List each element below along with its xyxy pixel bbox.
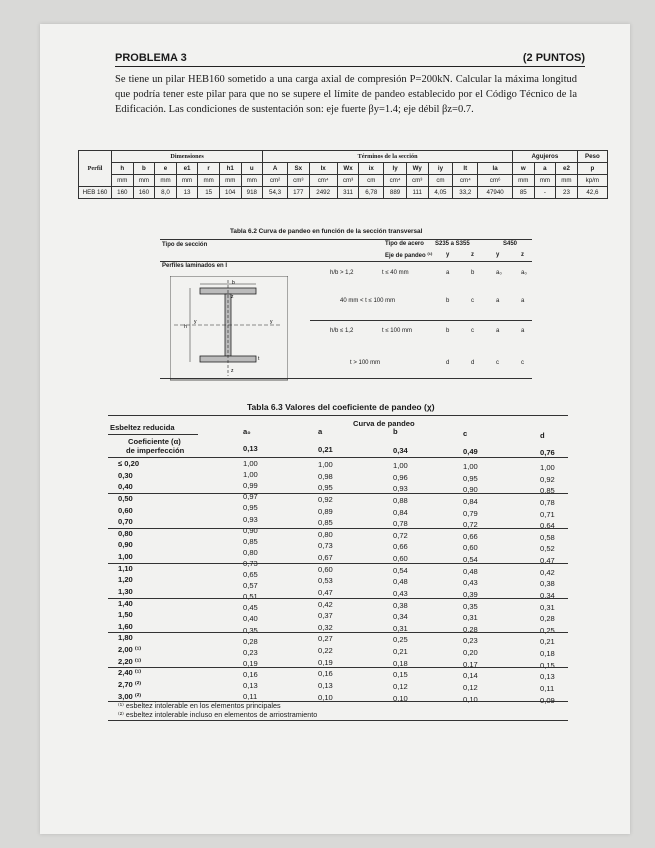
profile-col-unit: cm — [428, 175, 453, 187]
profile-col-header: It — [453, 163, 478, 175]
profile-col-header: a — [534, 163, 556, 175]
chi-d-value: 0,15 — [540, 660, 555, 670]
eje-z2: z — [521, 252, 524, 258]
chi-a0-value: 1,00 — [243, 459, 258, 468]
tabla-6-2-title: Tabla 6.2 Curva de pandeo en función de la sección transversal — [230, 228, 423, 235]
row3-v1: b — [446, 328, 450, 334]
profile-col-header: Ix — [309, 163, 337, 175]
profile-col-unit: mm — [133, 175, 155, 187]
fig-label-h: h — [184, 324, 187, 330]
chi-a-value: 0,16 — [318, 669, 333, 679]
profile-col-header: e2 — [556, 163, 578, 175]
chi-c-value: 0,23 — [463, 636, 478, 646]
lambda-value: ≤ 0,20 — [118, 459, 140, 468]
chi-b-value: 0,34 — [393, 612, 408, 622]
chi-a0-value: 0,19 — [243, 658, 258, 668]
chi-a-value: 0,47 — [318, 587, 333, 597]
chi-c-value: 0,95 — [463, 473, 478, 483]
profile-col-header: Sx — [287, 163, 309, 175]
row4-v4: c — [521, 360, 524, 366]
chi-b-value: 0,38 — [393, 600, 408, 610]
profile-value: 177 — [287, 187, 309, 199]
profile-col-unit: cm — [359, 175, 384, 187]
row2-v2: c — [471, 298, 474, 304]
terminos-header: Términos de la sección — [263, 151, 513, 163]
fig-label-y-left: y — [194, 319, 197, 325]
chi-c-value: 0,84 — [463, 496, 478, 506]
profile-col-header: Wx — [337, 163, 359, 175]
chi-b-value: 0,88 — [393, 495, 408, 505]
chi-d-value: 0,25 — [540, 625, 555, 635]
profile-col-header: e1 — [176, 163, 198, 175]
chi-a-value: 0,10 — [318, 692, 333, 702]
profile-value: 2492 — [309, 187, 337, 199]
chi-b-value: 0,15 — [393, 670, 408, 680]
profile-col-unit: mm — [241, 175, 263, 187]
chi-a0-value: 0,57 — [243, 581, 258, 591]
tabla-6-3-title: Tabla 6.3 Valores del coeficiente de pandeo (χ) — [247, 402, 435, 412]
profile-col-unit: cm³ — [287, 175, 309, 187]
profile-table — [78, 150, 608, 199]
chi-d-value: 0,78 — [540, 497, 555, 507]
chi-d-value: 1,00 — [540, 463, 555, 472]
chi-d-value: 0,11 — [540, 683, 555, 693]
alpha-b: 0,34 — [393, 446, 408, 455]
profile-col-header: Iy — [384, 163, 407, 175]
chi-d-value: 0,52 — [540, 544, 555, 554]
chi-c-value: 0,79 — [463, 508, 478, 518]
eje-y1: y — [446, 252, 450, 258]
eje-pandeo-label: Eje de pandeo ⁽¹⁾ — [385, 253, 433, 259]
row3-t: t ≤ 100 mm — [382, 328, 412, 334]
profile-col-header: w — [513, 163, 535, 175]
note-1: ⁽¹⁾ esbeltez intolerable en los elementos principales — [118, 701, 281, 710]
coef-label-1: Coeficiente (α) — [128, 437, 181, 446]
chi-a0-value: 0,99 — [243, 481, 258, 491]
chi-b-value: 0,72 — [393, 530, 408, 540]
profile-col-unit: cm⁴ — [309, 175, 337, 187]
fig-label-z-top: z — [231, 294, 234, 300]
profile-value: 23 — [556, 187, 578, 199]
profile-col-header: iy — [428, 163, 453, 175]
profile-col-header: Ia — [478, 163, 513, 175]
chi-d-value: 0,31 — [540, 602, 555, 612]
chi-a0-value: 0,23 — [243, 647, 258, 657]
acero-s450-label: S450 — [503, 241, 518, 247]
chi-a-value: 0,85 — [318, 518, 333, 528]
chi-b-value: 0,84 — [393, 507, 408, 517]
profile-value: 47940 — [478, 187, 513, 199]
chi-b-value: 0,12 — [393, 681, 408, 691]
chi-b-value: 0,31 — [393, 623, 408, 633]
chi-a-value: 0,60 — [318, 564, 333, 574]
chi-d-value: 0,38 — [540, 579, 555, 589]
chi-a0-value: 0,11 — [243, 692, 258, 702]
eje-y2: y — [496, 252, 500, 258]
rule — [108, 720, 568, 721]
chi-a0-value: 0,13 — [243, 681, 258, 690]
lambda-value: 2,70 ⁽²⁾ — [118, 679, 142, 689]
lambda-value: 1,30 — [118, 586, 133, 596]
profile-col-unit: mm — [556, 175, 578, 187]
chi-c-value: 0,10 — [463, 694, 478, 704]
profile-col-unit: kp/m — [577, 175, 607, 187]
profile-col-unit: mm — [219, 175, 241, 187]
chi-a-value: 0,53 — [318, 576, 333, 586]
chi-d-value: 0,64 — [540, 521, 555, 531]
chi-a-value: 0,27 — [318, 634, 333, 644]
lambda-value: 0,90 — [118, 540, 133, 550]
profile-col-header: u — [241, 163, 263, 175]
profile-value: 104 — [219, 187, 241, 199]
chi-d-value: 0,28 — [540, 614, 555, 624]
chi-a0-value: 0,35 — [243, 625, 258, 635]
chi-c-value: 0,17 — [463, 659, 478, 669]
chi-a0-value: 0,93 — [243, 514, 258, 524]
chi-d-value: 0,85 — [540, 486, 555, 496]
perfiles-laminados-label: Perfiles laminados en I — [162, 263, 228, 269]
chi-a0-value: 0,95 — [243, 503, 258, 513]
curve-c: c — [463, 429, 468, 438]
profile-col-header: p — [577, 163, 607, 175]
profile-col-header: e — [155, 163, 177, 175]
row4-t: t > 100 mm — [350, 360, 381, 366]
rule — [108, 667, 568, 668]
rule — [108, 598, 568, 599]
profile-col-header: h1 — [219, 163, 241, 175]
rule — [310, 320, 532, 321]
chi-d-value: 0,34 — [540, 590, 555, 600]
chi-a-value: 0,19 — [318, 657, 333, 667]
lambda-value: 0,80 — [118, 528, 133, 538]
profile-value: - — [534, 187, 556, 199]
chi-a0-value: 0,85 — [243, 536, 258, 546]
chi-c-value: 1,00 — [463, 462, 478, 471]
fig-label-y-right: y — [270, 319, 273, 325]
lambda-value: 2,00 ⁽¹⁾ — [118, 645, 142, 655]
chi-d-value: 0,21 — [540, 637, 555, 647]
profile-col-header: b — [133, 163, 155, 175]
chi-a0-value: 0,51 — [243, 592, 258, 602]
row1-v1: a — [446, 270, 450, 276]
chi-c-value: 0,20 — [463, 648, 478, 658]
profile-col-unit: mm — [176, 175, 198, 187]
chi-d-value: 0,13 — [540, 672, 555, 682]
chi-a-value: 0,37 — [318, 611, 333, 621]
chi-d-value: 0,09 — [540, 695, 555, 705]
chi-a0-value: 0,45 — [243, 603, 258, 613]
chi-c-value: 0,31 — [463, 613, 478, 623]
tipo-acero-label: Tipo de acero — [385, 241, 424, 247]
chi-a-value: 0,95 — [318, 483, 333, 493]
profile-col-unit: mm — [198, 175, 220, 187]
profile-value: 15 — [198, 187, 220, 199]
profile-value: 4,05 — [428, 187, 453, 199]
problem-points: (2 PUNTOS) — [522, 52, 585, 64]
profile-col-header: ix — [359, 163, 384, 175]
chi-d-value: 0,92 — [540, 474, 555, 484]
chi-a0-value: 0,16 — [243, 669, 258, 679]
profile-value: 111 — [406, 187, 428, 199]
row2-v1: b — [446, 298, 450, 304]
profile-col-header: A — [263, 163, 288, 175]
chi-b-value: 0,93 — [393, 484, 408, 494]
profile-col-unit: mm — [112, 175, 134, 187]
note-2: ⁽²⁾ esbeltez intolerable incluso en elementos de arriostramiento — [118, 710, 318, 719]
chi-c-value: 0,66 — [463, 531, 478, 541]
chi-d-value: 0,18 — [540, 649, 555, 659]
chi-c-value: 0,48 — [463, 566, 478, 576]
chi-c-value: 0,72 — [463, 520, 478, 530]
row3-v4: a — [521, 328, 525, 334]
rule — [108, 632, 568, 633]
fig-label-t: t — [258, 356, 260, 362]
row3-cond: h/b ≤ 1,2 — [330, 328, 354, 334]
eje-z1: z — [471, 252, 474, 258]
profile-name: HEB 160 — [79, 187, 112, 199]
curve-a: a — [318, 427, 323, 436]
row4-v2: d — [471, 360, 475, 366]
rule — [108, 457, 568, 458]
row1-v2: b — [471, 270, 475, 276]
chi-b-value: 0,54 — [393, 565, 408, 575]
chi-b-value: 0,25 — [393, 635, 408, 645]
chi-a0-value: 0,40 — [243, 614, 258, 624]
lambda-value: 1,00 — [118, 552, 133, 562]
chi-b-value: 0,78 — [393, 519, 408, 529]
lambda-value: 0,70 — [118, 517, 133, 527]
profile-col-unit: cm⁴ — [384, 175, 407, 187]
chi-a-value: 0,92 — [318, 494, 333, 504]
chi-b-value: 0,18 — [393, 658, 408, 668]
fig-label-b: b — [232, 280, 235, 286]
profile-col-unit: cm³ — [337, 175, 359, 187]
row2-v3: a — [496, 298, 500, 304]
lambda-value: 3,00 ⁽²⁾ — [118, 691, 142, 701]
profile-value: 8,0 — [155, 187, 177, 199]
chi-b-value: 0,60 — [393, 554, 408, 564]
profile-value: 918 — [241, 187, 263, 199]
chi-b-value: 0,66 — [393, 542, 408, 552]
chi-a0-value: 0,90 — [243, 525, 258, 535]
problem-title: PROBLEMA 3 — [115, 52, 187, 64]
chi-a0-value: 0,80 — [243, 547, 258, 557]
chi-c-value: 0,60 — [463, 543, 478, 553]
alpha-c: 0,49 — [463, 447, 478, 456]
rule — [108, 415, 568, 416]
profile-col-unit: cm⁶ — [478, 175, 513, 187]
chi-a0-value: 0,73 — [243, 558, 258, 568]
profile-value: 6,78 — [359, 187, 384, 199]
chi-b-value: 0,21 — [393, 647, 408, 657]
profile-value: 54,3 — [263, 187, 288, 199]
profile-col-unit: cm² — [263, 175, 288, 187]
perfil-header: Perfil — [79, 151, 112, 187]
chi-a0-value: 0,65 — [243, 570, 258, 579]
row2-v4: a — [521, 298, 525, 304]
chi-c-value: 0,54 — [463, 555, 478, 565]
chi-d-value: 0,42 — [540, 567, 555, 577]
chi-a-value: 0,73 — [318, 541, 333, 551]
chi-d-value: 0,71 — [540, 509, 555, 519]
fig-label-z-bottom: z — [231, 368, 234, 374]
chi-a0-value: 0,28 — [243, 636, 258, 646]
chi-a-value: 0,32 — [318, 622, 333, 632]
dimensiones-header: Dimensiones — [112, 151, 263, 163]
row1-v4: a₀ — [521, 270, 527, 276]
row3-v2: c — [471, 328, 474, 334]
profile-col-unit: mm — [513, 175, 535, 187]
tabla-6-2 — [160, 228, 532, 388]
chi-b-value: 0,10 — [393, 693, 408, 703]
profile-col-unit: cm³ — [406, 175, 428, 187]
lambda-value: 1,60 — [118, 621, 133, 631]
row1-cond: h/b > 1,2 — [330, 270, 354, 276]
chi-b-value: 0,48 — [393, 577, 408, 587]
chi-d-value: 0,58 — [540, 532, 555, 542]
alpha-d: 0,76 — [540, 448, 555, 457]
curve-a0: a₀ — [243, 427, 251, 436]
curva-pandeo-label: Curva de pandeo — [353, 419, 415, 428]
profile-value: 13 — [176, 187, 198, 199]
curve-b: b — [393, 427, 398, 436]
rule — [108, 434, 198, 435]
chi-a-value: 0,67 — [318, 553, 333, 563]
tipo-seccion-label: Tipo de sección — [162, 242, 208, 248]
chi-a-value: 0,42 — [318, 599, 333, 609]
chi-a-value: 0,22 — [318, 646, 333, 656]
chi-c-value: 0,14 — [463, 671, 478, 681]
lambda-value: 1,40 — [118, 598, 133, 608]
chi-c-value: 0,90 — [463, 485, 478, 495]
rule — [160, 261, 532, 262]
chi-a-value: 0,89 — [318, 506, 333, 516]
profile-value: 889 — [384, 187, 407, 199]
alpha-a0: 0,13 — [243, 444, 258, 453]
lambda-value: 2,40 ⁽¹⁾ — [118, 668, 142, 678]
chi-c-value: 0,39 — [463, 589, 478, 599]
problem-statement: Se tiene un pilar HEB160 sometido a una carga axial de compresión P=200kN. Calcular la máxima longitud que podría tener este pilar para que no se supere el límite de pandeo establecido por el Código Técnico de la Edificación. Las condiciones de sustentación son: eje fuerte βy=1.4; eje débil βz=0.7. — [115, 74, 577, 115]
chi-c-value: 0,35 — [463, 601, 478, 611]
profile-col-unit: mm — [534, 175, 556, 187]
lambda-value: 1,80 — [118, 633, 133, 643]
chi-a-value: 0,80 — [318, 529, 333, 539]
peso-header: Peso — [577, 151, 607, 163]
row4-v3: c — [496, 360, 499, 366]
lambda-value: 0,60 — [118, 505, 133, 515]
chi-a-value: 0,98 — [318, 471, 333, 481]
row1-t: t ≤ 40 mm — [382, 270, 409, 276]
profile-value: 160 — [133, 187, 155, 199]
profile-col-unit: mm — [155, 175, 177, 187]
chi-b-value: 1,00 — [393, 461, 408, 470]
chi-d-value: 0,47 — [540, 556, 555, 566]
rule — [160, 239, 532, 240]
acero-s235-label: S235 a S355 — [435, 241, 470, 247]
esbeltez-label: Esbeltez reducida — [110, 423, 175, 432]
chi-b-value: 0,43 — [393, 588, 408, 598]
row1-v3: a₀ — [496, 270, 502, 276]
row3-v3: a — [496, 328, 500, 334]
profile-value: 311 — [337, 187, 359, 199]
profile-col-unit: cm⁴ — [453, 175, 478, 187]
lambda-value: 0,30 — [118, 470, 133, 480]
agujeros-header: Agujeros — [513, 151, 578, 163]
profile-value: 33,2 — [453, 187, 478, 199]
lambda-value: 2,20 ⁽¹⁾ — [118, 656, 142, 666]
profile-col-header: r — [198, 163, 220, 175]
chi-b-value: 0,96 — [393, 472, 408, 482]
row2-t: 40 mm < t ≤ 100 mm — [340, 298, 396, 304]
lambda-value: 1,50 — [118, 610, 133, 620]
chi-c-value: 0,12 — [463, 682, 478, 692]
lambda-value: 1,20 — [118, 575, 133, 585]
chi-a0-value: 1,00 — [243, 470, 258, 480]
chi-a-value: 0,13 — [318, 680, 333, 690]
lambda-value: 0,50 — [118, 493, 133, 503]
profile-value: 160 — [112, 187, 134, 199]
lambda-value: 0,40 — [118, 482, 133, 492]
alpha-a: 0,21 — [318, 445, 333, 454]
curve-d: d — [540, 431, 545, 440]
chi-c-value: 0,28 — [463, 624, 478, 634]
rule — [108, 563, 568, 564]
profile-value: 85 — [513, 187, 535, 199]
rule — [108, 528, 568, 529]
problem-header — [115, 40, 585, 67]
chi-a-value: 1,00 — [318, 460, 333, 469]
rule — [108, 493, 568, 494]
coef-label-2: de imperfección — [126, 446, 185, 455]
chi-a0-value: 0,97 — [243, 492, 258, 502]
profile-col-header: Wy — [406, 163, 428, 175]
row4-v1: d — [446, 360, 450, 366]
profile-col-header: h — [112, 163, 134, 175]
chi-c-value: 0,43 — [463, 578, 478, 588]
i-beam-section-figure — [170, 276, 288, 386]
lambda-value: 1,10 — [118, 563, 133, 573]
profile-value: 42,6 — [577, 187, 607, 199]
